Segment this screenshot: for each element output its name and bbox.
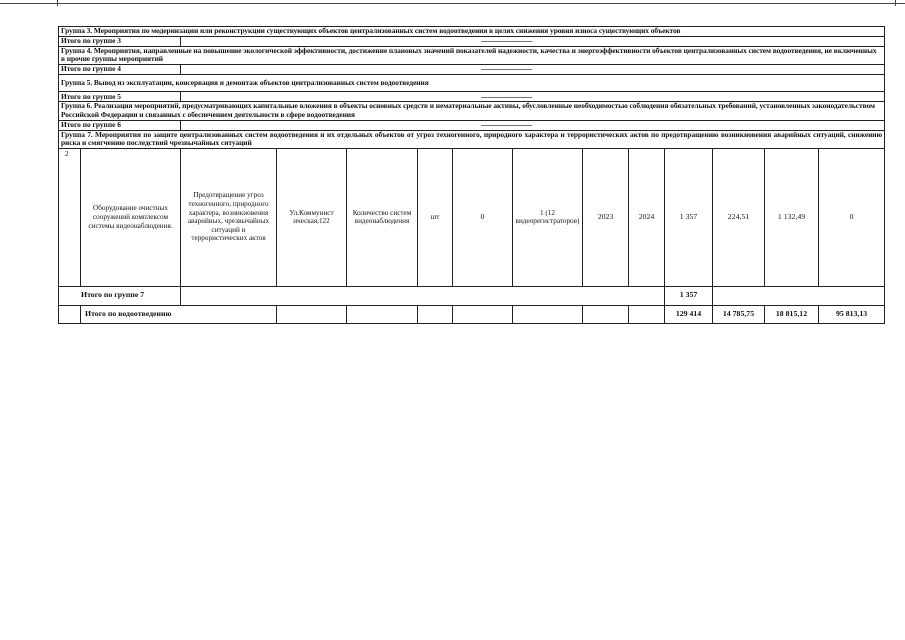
group-3-row — [59, 27, 885, 37]
page-top-tick — [57, 0, 58, 6]
group-5-row — [59, 74, 885, 92]
final-total-cell — [513, 305, 583, 323]
investment-program-table — [58, 26, 885, 324]
year-end: 2024 — [629, 148, 665, 286]
final-total-cell — [418, 305, 453, 323]
final-total-cell — [277, 305, 347, 323]
page-top-tick — [895, 0, 896, 6]
table-row — [59, 148, 885, 286]
value-before: 0 — [453, 148, 513, 286]
group-5-total-row — [59, 92, 885, 102]
group-7-title: Группа 7. Мероприятия по защите централизованных систем водоотведения и их отдельных объектов от угроз техногенного, природного характера и террористических актов по предотвращению возникновения аварийных ситуаций, снижению риска и смягчению последствий чрезвычайных ситуаций — [59, 130, 885, 148]
final-total-cell — [583, 305, 629, 323]
final-total-part-1: 14 785,75 — [713, 305, 765, 323]
group-4-total-value: -------------------------- — [181, 64, 885, 74]
group-4-total-label: Итого по группе 4 — [59, 64, 181, 74]
final-total-part-2: 18 815,12 — [765, 305, 819, 323]
group-3-total-value: -------------------------- — [181, 36, 885, 46]
measure-purpose: Предотвращение угроз техногенного, природного характера, возникновения аварийных, чрезвычайных ситуаций и террористических актов — [181, 148, 277, 286]
page-top-rule — [0, 3, 905, 4]
measure-name: Оборудование очистных сооружений комплексом системы видеонаблюдения. — [81, 148, 181, 286]
group-4-row — [59, 46, 885, 64]
group-3-title: Группа 3. Мероприятия по модернизации или реконструкции существующих объектов централизованных систем водоотведения в целях снижения уровня износа существующих объектов — [59, 27, 885, 37]
measure-parameter: Количество систем видеонаблюдения — [347, 148, 418, 286]
group-4-title: Группа 4. Мероприятия, направленные на повышение экологической эффективности, достижение плановых значений показателей надежности, качества и энергоэффективности объектов централизованных систем водоотведения, не включенных в прочие группы мероприятий — [59, 46, 885, 64]
group-6-total-row — [59, 120, 885, 130]
cost-part-3: 0 — [819, 148, 885, 286]
group-6-title: Группа 6. Реализация мероприятий, предусматривающих капитальные вложения в объекты основных средств и нематериальные активы, обусловленные необходимостью соблюдения обязательных требований, установленных законодательством Российской Федерации и связанных с обеспечением деятельности в сфере водоотведения — [59, 102, 885, 120]
final-total-cell — [453, 305, 513, 323]
measure-location: Ул.Коммунист ическая,122 — [277, 148, 347, 286]
group-4-total-row — [59, 64, 885, 74]
group-3-total-label: Итого по группе 3 — [59, 36, 181, 46]
final-total-part-3: 95 813,13 — [819, 305, 885, 323]
measure-unit: шт — [418, 148, 453, 286]
final-total-cell — [347, 305, 418, 323]
value-after: 1 (12 видеорегистраторов) — [513, 148, 583, 286]
group-6-total-value: -------------------------- — [181, 120, 885, 130]
group-7-total-spacer — [181, 286, 665, 305]
row-index: 2 — [59, 148, 81, 286]
final-total-index — [59, 305, 81, 323]
final-total-sum: 129 414 — [665, 305, 713, 323]
group-5-title: Группа 5. Вывод из эксплуатации, консервация и демонтаж объектов централизованных систем водоотведения — [59, 74, 885, 92]
group-7-total-blank — [713, 286, 885, 305]
year-start: 2023 — [583, 148, 629, 286]
group-7-row — [59, 130, 885, 148]
wastewater-total-row — [59, 305, 885, 323]
group-7-total-label: Итого по группе 7 — [59, 286, 181, 305]
group-5-total-value: -------------------------- — [181, 92, 885, 102]
final-total-label: Итого по водоотведению — [81, 305, 277, 323]
cost-part-2: 1 132,49 — [765, 148, 819, 286]
group-7-total-row — [59, 286, 885, 305]
group-6-total-label: Итого по группе 6 — [59, 120, 181, 130]
group-3-total-row — [59, 36, 885, 46]
group-6-row — [59, 102, 885, 120]
cost-part-1: 224,51 — [713, 148, 765, 286]
total-cost: 1 357 — [665, 148, 713, 286]
group-7-total-value: 1 357 — [665, 286, 713, 305]
group-5-total-label: Итого по группе 5 — [59, 92, 181, 102]
final-total-cell — [629, 305, 665, 323]
